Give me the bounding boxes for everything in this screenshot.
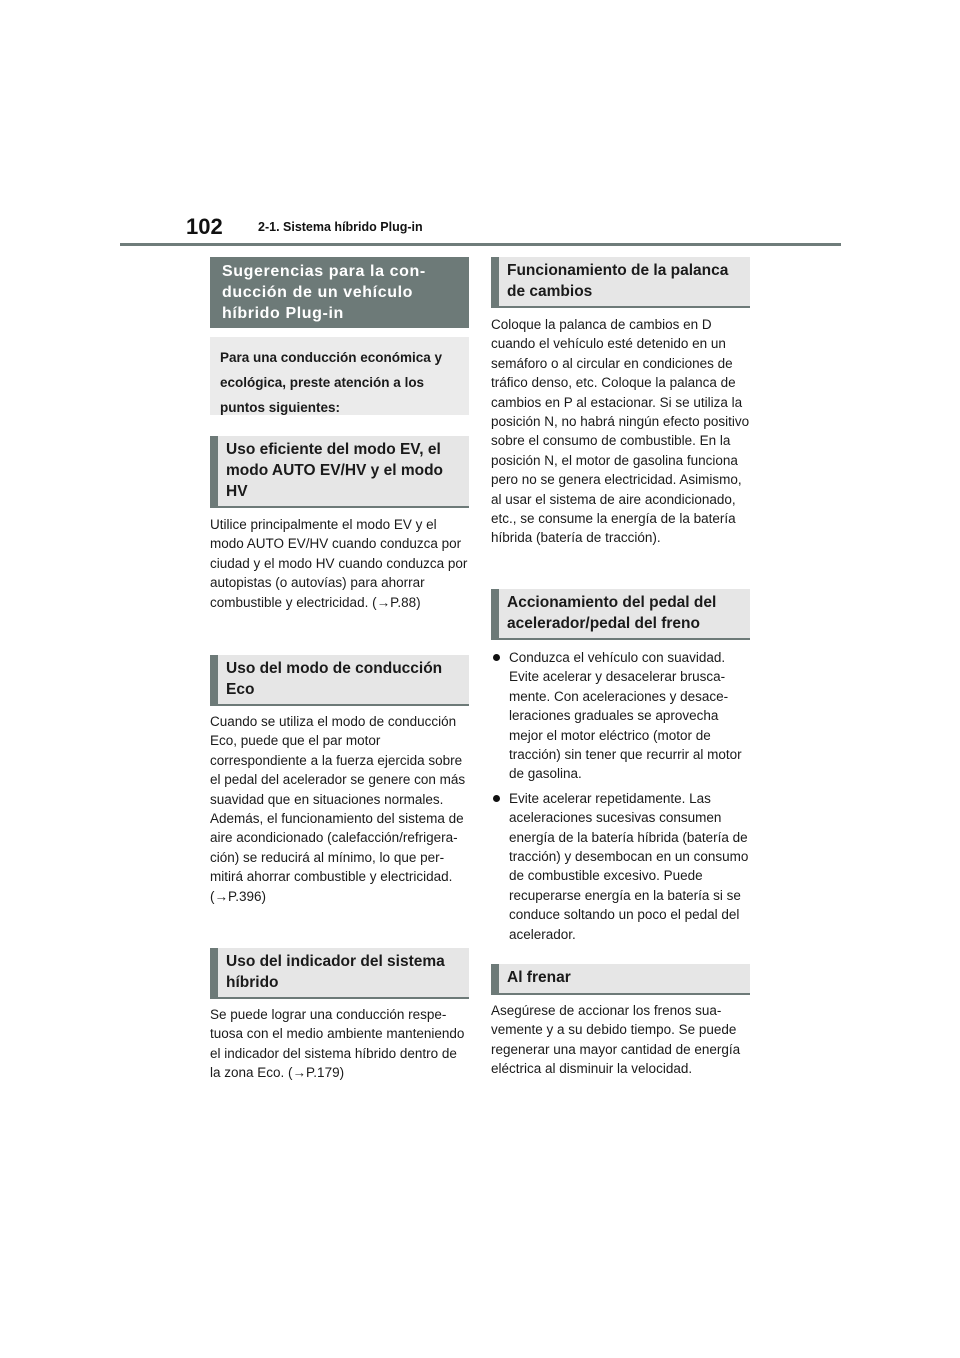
subhead-eco-mode: Uso del modo de conducción Eco [210,655,469,706]
section-reference: 2-1. Sistema híbrido Plug-in [258,220,423,234]
subhead-ev-mode: Uso eficiente del modo EV, el modo AUTO EV/HV y el modo HV [210,436,469,508]
bullet-list-pedals [491,648,750,949]
main-title: Sugerencias para la conducción de un vehículo híbrido Plug-in [210,257,469,328]
subhead-pedals: Accionamiento del pedal del acelerador/pedal del freno [491,589,750,640]
bullet-text: Evite acelerar repetidamente. Las aceleraciones sucesivas consumen energía de la batería híbrida (batería de tracción) y desembocan en un consumo de combustible excesivo. Puede recuperarse energía en la batería si se conduce soltando un poco el pedal del acelerador. [509,790,749,942]
list-item [491,789,750,944]
paragraph-braking: Asegúrese de accionar los frenos suavemente y a su debido tiempo. Se puede regenerar una mayor cantidad de energía eléctrica al disminuir la velocidad. [491,1003,741,1077]
paragraph-eco-mode: Cuando se utiliza el modo de conducción Eco, puede que el par motor correspondiente a la fuerza ejercida sobre el pedal del acelerador se genere con más suavidad que en situaciones normales. Además, el funcionamiento del sistema de aire acondicionado (calefacción/refrigeración) se reducirá al mínimo, lo que permitirá ahorrar combustible y electricidad. (→P.396) [210,714,466,904]
bullet-icon [493,795,500,802]
page-number: 102 [186,214,223,239]
paragraph-ev-mode: Utilice principalmente el modo EV y el modo AUTO EV/HV cuando conduzca por ciudad y el modo HV cuando conduzca por autopistas (o autovías) para ahorrar combustible y electricidad. (→P.88) [210,517,468,610]
subhead-gear-lever: Funcionamiento de la palanca de cambios [491,257,750,308]
paragraph-hybrid-indicator: Se puede lograr una conducción respetuosa con el medio ambiente manteniendo el indicador del sistema híbrido dentro de la zona Eco. (→P.179) [210,1007,465,1081]
bullet-icon [493,654,500,661]
paragraph-gear-lever: Coloque la palanca de cambios en D cuando el vehículo esté detenido en un semáforo o al circular en condiciones de tráfico denso, etc. Coloque la palanca de cambios en P al estacionar. Si se utiliza la posición N, no habrá ningún efecto positivo sobre el consumo de combustible. En la posición N, el motor de gasolina funciona pero no se genera electricidad. Asimismo, al usar el sistema de aire acondicionado, etc., se consume la energía de la batería híbrida (batería de tracción). [491,317,750,546]
header-rule [120,243,841,246]
subhead-braking: Al frenar [491,964,750,995]
list-item [491,648,750,784]
intro-box: Para una conducción económica y ecológica, preste atención a los puntos siguientes: [210,337,469,415]
bullet-text: Conduzca el vehículo con suavidad. Evite acelerar y desacelerar bruscamente. Con aceleraciones y desaceleraciones graduales se aprovecha mejor el motor eléctrico (motor de tracción) sin tener que recurrir al motor de gasolina. [509,650,742,782]
subhead-hybrid-indicator: Uso del indicador del sistema híbrido [210,948,469,999]
